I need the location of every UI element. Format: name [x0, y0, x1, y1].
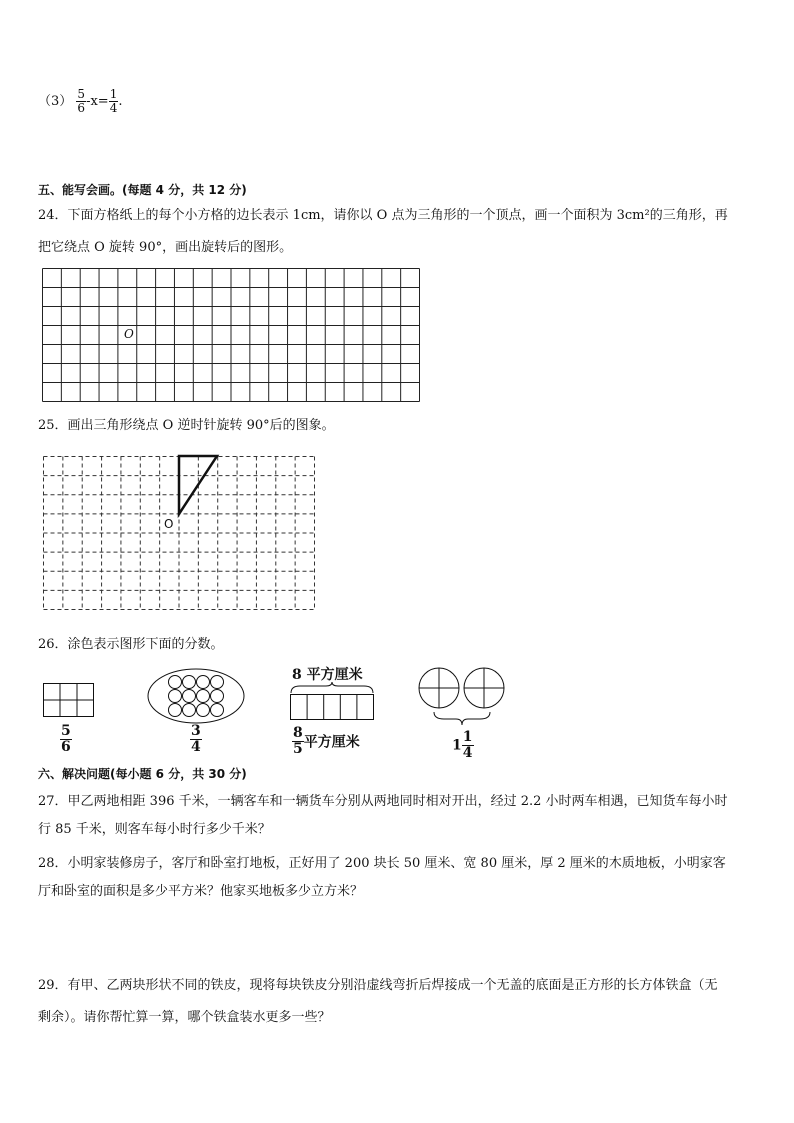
q26-fig3-brace — [290, 682, 374, 694]
q27-line2: 行 85 千米，则客车每小时行多少千米？ — [38, 822, 271, 837]
q26-fig3-bar — [290, 694, 374, 720]
q25-point-o-label: O — [164, 517, 174, 531]
q26-fig3-top-label: 8 平方厘米 — [292, 667, 363, 683]
small-circle — [183, 690, 196, 703]
q23-3-middle: -x= — [86, 94, 109, 109]
q23-3-equation: （3） $\frac{5}{6}$ -x= $\frac{1}{4}$ . — [38, 87, 123, 115]
q25-text: 25．画出三角形绕点 O 逆时针旋转 90°后的图象。 — [38, 418, 335, 433]
q28-line2: 厅和卧室的面积是多少平方米？他家买地板多少立方米？ — [38, 884, 364, 899]
section-5-title: 五、能写会画。(每题 4 分，共 12 分) — [38, 183, 247, 197]
fraction-five-sixths: $\frac{5}{6}$ — [77, 87, 86, 115]
small-circle — [197, 690, 210, 703]
q26-fig1-rectangle — [43, 683, 94, 717]
small-circle — [183, 704, 196, 717]
q24-line1: 24．下面方格纸上的每个小方格的边长表示 1cm，请你以 O 点为三角形的一个顶点，画一个面积为 3cm²的三角形，再 — [38, 208, 728, 223]
q26-fig4-mixed-number: 1 $\frac{1}{4}$ — [452, 729, 473, 761]
q29-line2: 剩余）。请你帮忙算一算，哪个铁盒装水更多一些？ — [38, 1010, 331, 1025]
small-circle — [211, 690, 224, 703]
q28-line1: 28．小明家装修房子，客厅和卧室打地板，正好用了 200 块长 50 厘米、宽 80 厘米，厚 2 厘米的木质地板，小明家客 — [38, 856, 726, 871]
small-circle — [169, 704, 182, 717]
small-circle — [197, 704, 210, 717]
small-circle — [211, 704, 224, 717]
small-circle — [211, 676, 224, 689]
q26-fig2-ellipse-circles — [147, 668, 245, 724]
section-6-title: 六、解决问题(每小题 6 分，共 30 分) — [38, 767, 247, 781]
q25-dashed-grid — [43, 456, 315, 610]
q26-fig2-fraction: $\frac{3}{4}$ — [191, 723, 201, 755]
q24-line2: 把它绕点 O 旋转 90°，画出旋转后的图形。 — [38, 240, 293, 255]
q26-fig3-unit: 平方厘米 — [303, 734, 360, 751]
small-circle — [197, 676, 210, 689]
q23-3-label: （3） — [38, 94, 73, 109]
small-circle — [169, 676, 182, 689]
q27-line1: 27．甲乙两地相距 396 千米，一辆客车和一辆货车分别从两地同时相对开出，经过 2.2 小时两车相遇，已知货车每小时 — [38, 794, 728, 809]
fraction-one-fourth: $\frac{1}{4}$ — [109, 87, 118, 115]
q24-grid — [42, 268, 420, 402]
q26-fig4-circles — [418, 667, 506, 727]
q24-point-o-label: O — [124, 327, 134, 341]
q26-fig3-fraction: $\frac{8}{5}$ 平方厘米 — [293, 725, 360, 757]
q26-fig1-fraction: $\frac{5}{6}$ — [61, 723, 71, 755]
q26-text: 26．涂色表示图形下面的分数。 — [38, 637, 224, 652]
small-circle — [183, 676, 196, 689]
q26-fig4-brace — [434, 712, 490, 725]
small-circle — [169, 690, 182, 703]
q29-line1: 29．有甲、乙两块形状不同的铁皮，现将每块铁皮分别沿虚线弯折后焊接成一个无盖的底面是正方形的长方体铁盒（无 — [38, 978, 718, 993]
